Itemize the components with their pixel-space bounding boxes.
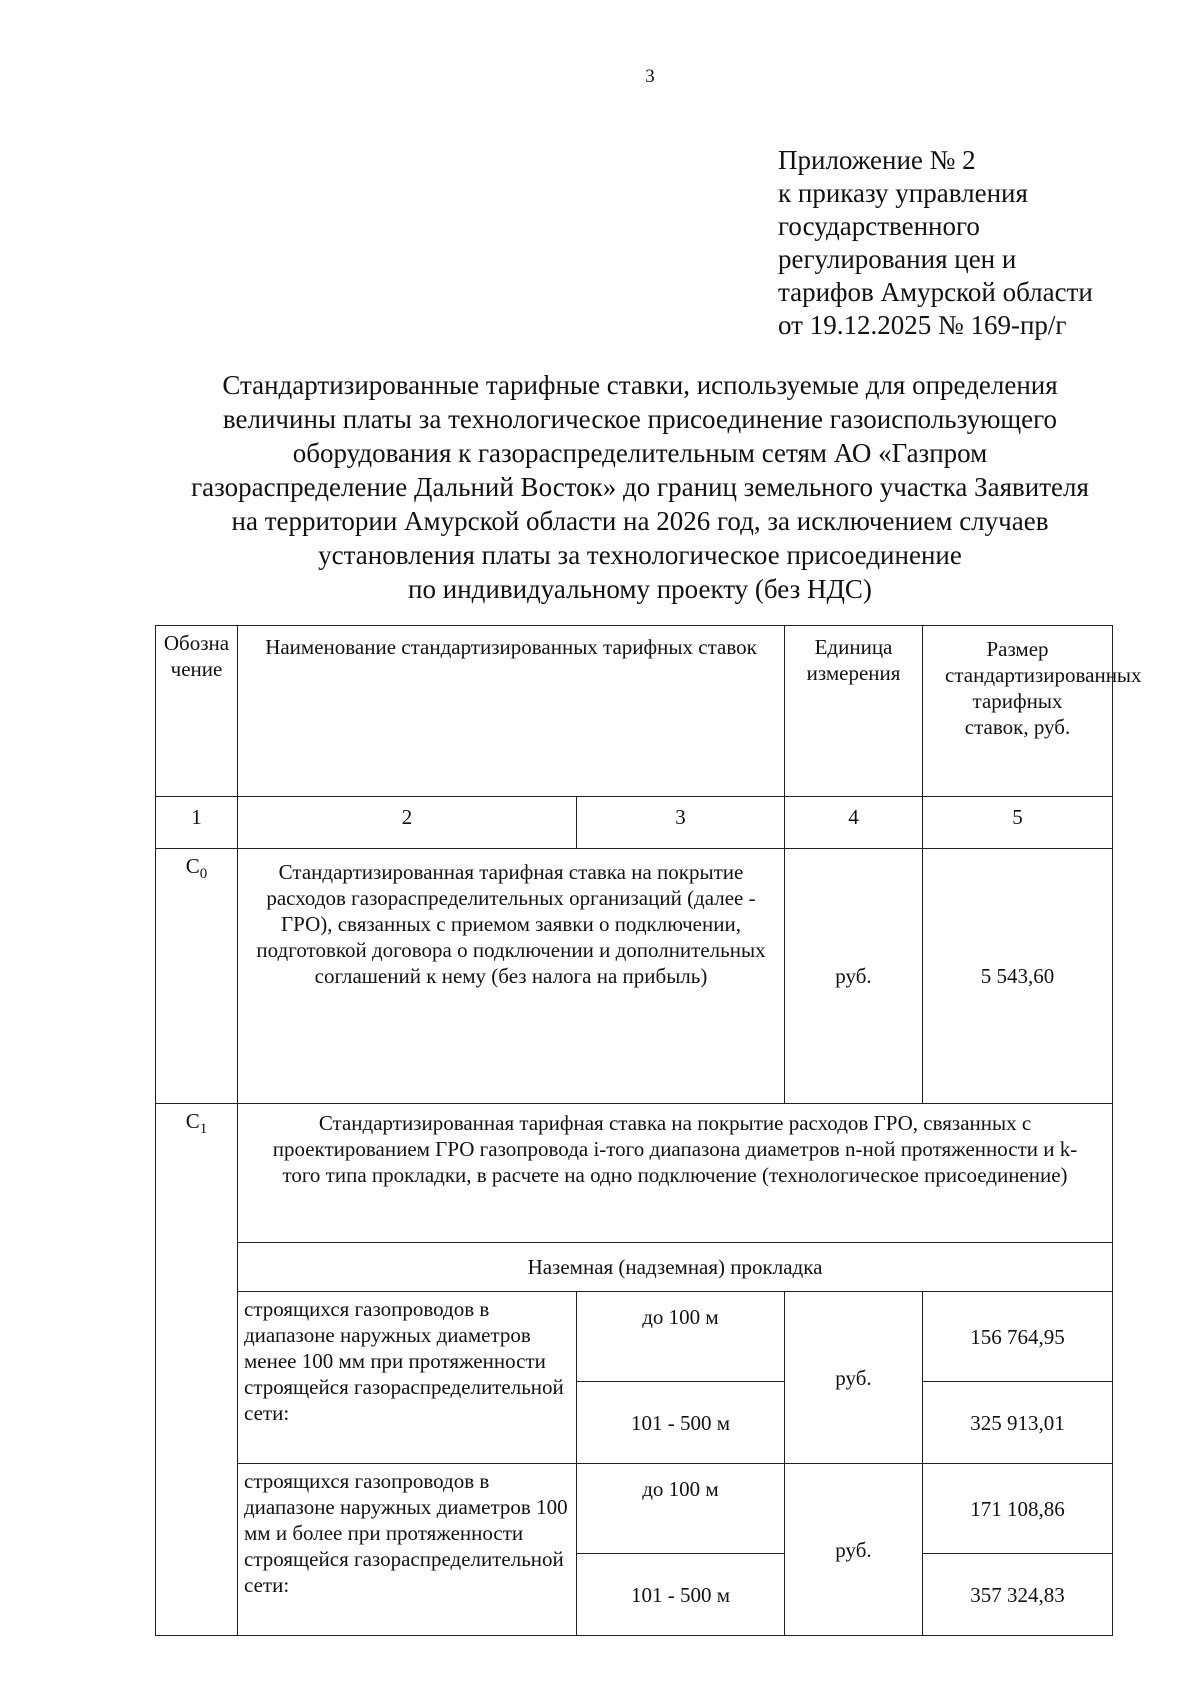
column-number: 2 [238,797,577,849]
diameter-group-description: строящихся газопроводов в диапазоне наружных диаметров менее 100 мм при протяженности строящейся газораспределительной сети: [238,1292,577,1464]
unit-cell: руб. [785,1464,923,1636]
rate-value: 357 324,83 [923,1554,1113,1636]
document-title [150,368,1130,606]
rate-value: 325 913,01 [923,1382,1113,1464]
appendix-line: государственного [778,211,980,241]
unit-c0: руб. [785,849,923,1104]
unit-cell: руб. [785,1292,923,1464]
length-range: 101 - 500 м [577,1554,785,1636]
column-number: 1 [156,797,238,849]
length-range: до 100 м [577,1292,785,1382]
appendix-line: от 19.12.2025 № 169-пр/г [778,310,1067,340]
table-row [156,1464,1113,1554]
designation-letter: C [185,1109,200,1133]
laying-type: Наземная (надземная) прокладка [238,1243,1113,1292]
rate-value: 156 764,95 [923,1292,1113,1382]
laying-type-row [156,1243,1113,1292]
column-number: 3 [577,797,785,849]
rate-description-c1: Стандартизированная тарифная ставка на покрытие расходов ГРО, связанных с проектированием ГРО газопровода i-того диапазона диаметров n-ной протяженности и k-того типа прокладки, в расчете на одно подключение (технологическое присоединение) [238,1104,1113,1243]
table-row [156,1292,1113,1382]
tariff-table [155,625,1142,1636]
page-number: 3 [645,66,655,87]
title-line: по индивидуальному проекту (без НДС) [408,574,872,604]
header-designation: Обозначение [156,626,238,797]
appendix-block [778,144,1093,342]
column-number-row [156,797,1113,849]
value-c0: 5 543,60 [923,849,1113,1104]
appendix-line: к приказу управления [778,178,1028,208]
header-unit: Единица измерения [785,626,923,797]
header-size: Размер стандартизированных тарифных ставок, руб. [923,626,1113,797]
header-name: Наименование стандартизированных тарифных ставок [238,626,785,797]
title-line: установления платы за технологическое присоединение [318,540,962,570]
table-row-c1 [156,1104,1113,1243]
header-row [156,626,1113,797]
appendix-line: тарифов Амурской области [778,277,1093,307]
designation-letter: C [185,854,200,878]
column-number: 4 [785,797,923,849]
column-number: 5 [923,797,1113,849]
title-line: на территории Амурской области на 2026 год, за исключением случаев [231,506,1049,536]
title-line: величины платы за технологическое присоединение газоиспользующего [222,404,1058,434]
designation-subscript: 1 [199,1121,208,1138]
length-range: 101 - 500 м [577,1382,785,1464]
title-line: оборудования к газораспределительным сетям АО «Газпром [292,438,988,468]
designation-c0 [156,849,238,1104]
appendix-line: регулирования цен и [778,244,1017,274]
appendix-line: Приложение № 2 [778,145,976,175]
designation-c1 [156,1104,238,1636]
table-row-c0 [156,849,1113,1104]
designation-subscript: 0 [199,866,208,883]
title-line: Стандартизированные тарифные ставки, используемые для определения [222,370,1058,400]
diameter-group-description: строящихся газопроводов в диапазоне наружных диаметров 100 мм и более при протяженности строящейся газораспределительной сети: [238,1464,577,1636]
rate-description-c0: Стандартизированная тарифная ставка на покрытие расходов газораспределительных организаций (далее - ГРО), связанных с приемом заявки о подключении, подготовкой договора о подключении и дополнительных соглашений к нему (без налога на прибыль) [238,849,785,1104]
rate-value: 171 108,86 [923,1464,1113,1554]
length-range: до 100 м [577,1464,785,1554]
title-line: газораспределение Дальний Восток» до границ земельного участка Заявителя [191,472,1089,502]
